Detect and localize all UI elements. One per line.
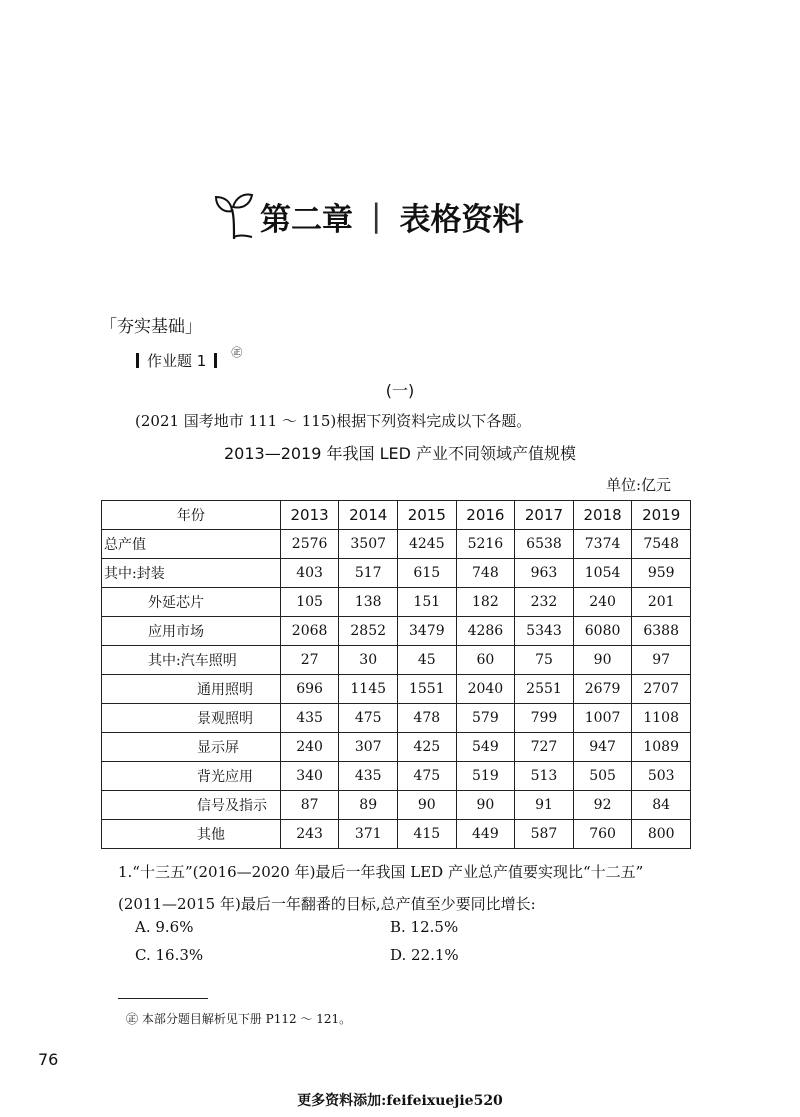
table-cell: 415: [398, 820, 457, 849]
bottom-note: 更多资料添加:feifeixuejie520: [297, 1093, 503, 1109]
row-label: 信号及指示: [102, 791, 281, 820]
footnote-divider: [118, 998, 208, 999]
table-row: [102, 530, 691, 559]
table-cell: 2707: [632, 675, 691, 704]
row-label: 外延芯片: [102, 588, 281, 617]
year-header: 2016: [456, 501, 515, 530]
part-number: (一): [385, 381, 415, 400]
question-block: [118, 856, 694, 920]
homework-heading: [128, 345, 243, 371]
table-cell: 549: [456, 733, 515, 762]
table-cell: 4286: [456, 617, 515, 646]
table-row: [102, 733, 691, 762]
table-cell: 307: [339, 733, 398, 762]
table-row: [102, 617, 691, 646]
footnote: ㊣ 本部分题目解析见下册 P112 ～ 121。: [126, 1012, 352, 1026]
table-cell: 6388: [632, 617, 691, 646]
table-cell: 92: [573, 791, 632, 820]
table-cell: 1145: [339, 675, 398, 704]
table-cell: 505: [573, 762, 632, 791]
table-cell: 201: [632, 588, 691, 617]
table-cell: 5343: [515, 617, 574, 646]
table-cell: 2576: [280, 530, 339, 559]
row-label: 其中:汽车照明: [102, 646, 281, 675]
year-header: 2014: [339, 501, 398, 530]
table-cell: 1007: [573, 704, 632, 733]
table-cell: 89: [339, 791, 398, 820]
table-cell: 800: [632, 820, 691, 849]
year-header: 2018: [573, 501, 632, 530]
table-cell: 243: [280, 820, 339, 849]
table-cell: 435: [339, 762, 398, 791]
table-cell: 1054: [573, 559, 632, 588]
option-d: D. 22.1%: [390, 946, 459, 964]
table-row: [102, 559, 691, 588]
chapter-heading: [212, 188, 523, 244]
row-label: 总产值: [102, 530, 281, 559]
table-cell: 478: [398, 704, 457, 733]
table-row: [102, 675, 691, 704]
row-label: 显示屏: [102, 733, 281, 762]
table-cell: 1551: [398, 675, 457, 704]
table-cell: 90: [573, 646, 632, 675]
table-cell: 475: [398, 762, 457, 791]
table-cell: 696: [280, 675, 339, 704]
table-cell: 1089: [632, 733, 691, 762]
table-row: [102, 791, 691, 820]
table-cell: 799: [515, 704, 574, 733]
header-label: 年份: [102, 501, 281, 530]
table-body: [102, 530, 691, 849]
table-cell: 87: [280, 791, 339, 820]
table-cell: 615: [398, 559, 457, 588]
table-cell: 97: [632, 646, 691, 675]
table-header-row: [102, 501, 691, 530]
table-cell: 727: [515, 733, 574, 762]
row-label: 其中:封装: [102, 559, 281, 588]
row-label: 景观照明: [102, 704, 281, 733]
table-cell: 519: [456, 762, 515, 791]
table-cell: 513: [515, 762, 574, 791]
table-cell: 371: [339, 820, 398, 849]
data-table: [101, 500, 691, 849]
table-cell: 84: [632, 791, 691, 820]
table-cell: 517: [339, 559, 398, 588]
table-cell: 963: [515, 559, 574, 588]
table-cell: 587: [515, 820, 574, 849]
section-title: 「夯实基础」: [100, 317, 202, 337]
table-cell: 2679: [573, 675, 632, 704]
left-bar-mark: [136, 353, 139, 368]
table-cell: 2040: [456, 675, 515, 704]
row-label: 通用照明: [102, 675, 281, 704]
table-row: [102, 588, 691, 617]
table-cell: 3507: [339, 530, 398, 559]
table-cell: 27: [280, 646, 339, 675]
table-cell: 449: [456, 820, 515, 849]
table-cell: 90: [398, 791, 457, 820]
table-cell: 138: [339, 588, 398, 617]
table-cell: 2551: [515, 675, 574, 704]
table-cell: 91: [515, 791, 574, 820]
table-cell: 425: [398, 733, 457, 762]
row-label: 背光应用: [102, 762, 281, 791]
table-cell: 232: [515, 588, 574, 617]
row-label: 其他: [102, 820, 281, 849]
table-title: 2013—2019 年我国 LED 产业不同领域产值规模: [223, 444, 577, 463]
table-cell: 959: [632, 559, 691, 588]
table-cell: 105: [280, 588, 339, 617]
table-cell: 182: [456, 588, 515, 617]
table-cell: 6080: [573, 617, 632, 646]
table-cell: 60: [456, 646, 515, 675]
chapter-number: 第二章: [260, 201, 353, 238]
star-mark-icon: ㊣: [231, 345, 243, 359]
table-cell: 2068: [280, 617, 339, 646]
year-header: 2017: [515, 501, 574, 530]
table-cell: 151: [398, 588, 457, 617]
question-line-1: 1.“十三五”(2016—2020 年)最后一年我国 LED 产业总产值要实现比“十二五”: [118, 863, 644, 881]
table-cell: 30: [339, 646, 398, 675]
source-text: (2021 国考地市 111 ～ 115)根据下列资料完成以下各题。: [135, 412, 532, 430]
table-cell: 7548: [632, 530, 691, 559]
table-cell: 7374: [573, 530, 632, 559]
table-cell: 760: [573, 820, 632, 849]
table-cell: 5216: [456, 530, 515, 559]
table-cell: 240: [280, 733, 339, 762]
table-cell: 403: [280, 559, 339, 588]
table-row: [102, 762, 691, 791]
table-cell: 240: [573, 588, 632, 617]
table-cell: 947: [573, 733, 632, 762]
table-cell: 75: [515, 646, 574, 675]
table-cell: 503: [632, 762, 691, 791]
sprout-icon: [212, 191, 256, 241]
homework-label: 作业题 1: [147, 352, 207, 370]
option-a: A. 9.6%: [135, 918, 194, 936]
year-header: 2013: [280, 501, 339, 530]
year-header: 2019: [632, 501, 691, 530]
chapter-separator: |: [371, 198, 382, 234]
table-cell: 435: [280, 704, 339, 733]
option-c: C. 16.3%: [135, 946, 204, 964]
table-cell: 6538: [515, 530, 574, 559]
page-number: 76: [38, 1050, 59, 1069]
right-bar-mark: [214, 353, 217, 368]
table-cell: 1108: [632, 704, 691, 733]
table-row: [102, 704, 691, 733]
row-label: 应用市场: [102, 617, 281, 646]
table-cell: 3479: [398, 617, 457, 646]
table-cell: 90: [456, 791, 515, 820]
table-row: [102, 820, 691, 849]
table-cell: 475: [339, 704, 398, 733]
table-cell: 579: [456, 704, 515, 733]
table-row: [102, 646, 691, 675]
table-cell: 2852: [339, 617, 398, 646]
year-header: 2015: [398, 501, 457, 530]
table-cell: 748: [456, 559, 515, 588]
chapter-title: 表格资料: [399, 201, 524, 238]
table-cell: 4245: [398, 530, 457, 559]
table-cell: 340: [280, 762, 339, 791]
question-line-2: (2011—2015 年)最后一年翻番的目标,总产值至少要同比增长:: [118, 895, 536, 913]
option-b: B. 12.5%: [390, 918, 459, 936]
unit-label: 单位:亿元: [606, 476, 672, 494]
table-cell: 45: [398, 646, 457, 675]
